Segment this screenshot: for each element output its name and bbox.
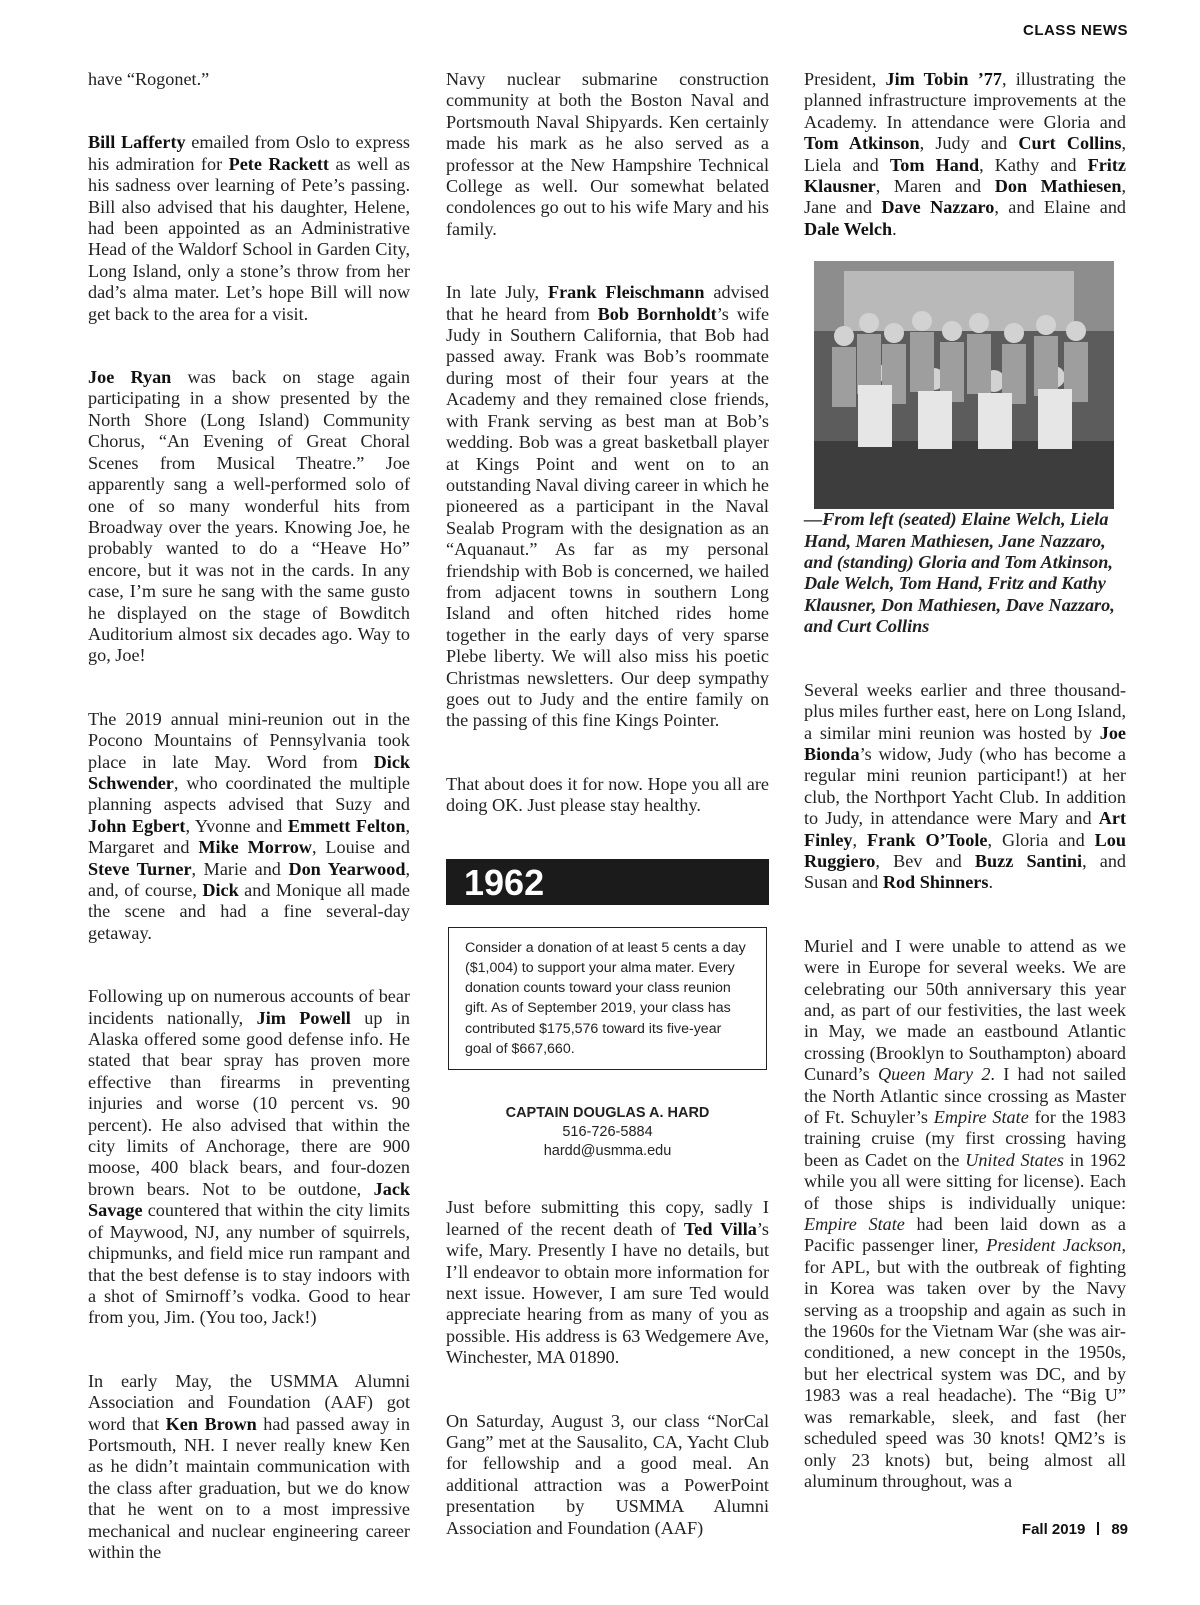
column-1 [88, 69, 410, 1605]
paragraph: Bill Lafferty emailed from Oslo to express his admiration for Pete Rackett as well as his sadness over learning of Pete’s passing. Bill also advised that his daughter, Helene, had been appointed as an Administrative Head of the Waldorf School in Garden City, Long Island, only a stone’s throw from her dad’s alma mater. Let’s hope Bill will now get back to the area for a visit. [88, 132, 410, 324]
class-correspondent-contact [446, 1104, 769, 1161]
paragraph: On Saturday, August 3, our class “NorCal Gang” met at the Sausalito, CA, Yacht Club for fellowship and a good meal. An additional attraction was a PowerPoint presentation by USMMA Alumni Association and Foundation (AAF) [446, 1410, 769, 1538]
column-2 [446, 69, 769, 1581]
footer-divider [1097, 1522, 1099, 1535]
contact-name: CAPTAIN DOUGLAS A. HARD [505, 1105, 710, 1122]
paragraph: Navy nuclear submarine construction community at both the Boston Naval and Portsmouth Naval Shipyards. Ken certainly made his mark as he also served as a professor at the New Hampshire Technical College as well. Our somewhat belated condolences go out to his wife Mary and his family. [446, 69, 769, 239]
contact-phone: 516-726-5884 [562, 1124, 653, 1141]
photo-caption: —From left (seated) Elaine Welch, Liela Hand, Maren Mathiesen, Jane Nazzaro, and (standing) Gloria and Tom Atkinson, Dale Welch, Tom Hand, Fritz and Kathy Klausner, Don Mathiesen, Dave Nazzaro, and Curt Collins [804, 509, 1115, 637]
paragraph: Joe Ryan was back on stage again participating in a show presented by the North Shore (Long Island) Community Chorus, “An Evening of Great Choral Scenes from Musical Theatre.” Joe apparently sang a well-performed solo of one of so many wonderful hits from Broadway over the years. Knowing Joe, he probably wanted to do a “Heave Ho” encore, but it was not in the cards. In any case, I’m sure he sang with the same gusto he displayed on the stage of Bowditch Auditorium almost six decades ago. Way to go, Joe! [88, 367, 411, 666]
paragraph: In late July, Frank Fleischmann advised that he heard from Bob Bornholdt’s wife Judy in Southern California, that Bob had passed away. Frank was Bob’s roommate during most of their four years at the Academy and they remained close friends, with Frank serving as best man at Bob’s wedding. Bob was a great basketball player at Kings Point and went on to an outstanding Naval diving career in which he pioneered as a participant in the Naval Sealab Program with the designation as an “Aquanaut.” As far as my personal friendship with Bob is concerned, we hailed from adjacent towns in southern Long Island and often hitched rides home together in the early days of very sparse Plebe liberty. We will also miss his poetic Christmas newsletters. Our deep sympathy goes out to Judy and the entire family on the passing of this fine Kings Pointer. [446, 282, 770, 731]
paragraph: Muriel and I were unable to attend as we were in Europe for several weeks. We are celebrating our 50th anniversary this year and, as part of our festivities, the last week in May, we made an eastbound Atlantic crossing (Brooklyn to Southampton) aboard Cunard’s Queen Mary 2. I had not sailed the North Atlantic since crossing as Master of Ft. Schuyler’s Empire State for the 1983 training cruise (my first crossing having been as Cadet on the United States in 1962 while you all were sitting for license). Each of those ships is individually unique: Empire State had been laid down as a Pacific passenger liner, President Jackson, for APL, but with the outbreak of fighting in Korea was taken over by the Navy serving as a troopship and again as such in the 1960s for the Vietnam War (she was air-conditioned, a new concept in the 1950s, but her electrical system was DC, and by 1983 was a real headache). The “Big U” was remarkable, sleek, and fast (her scheduled speed was 30 knots! QM2’s is only 23 knots) but, being almost all aluminum throughout, was a [804, 935, 1127, 1491]
section-header: CLASS NEWS [1022, 22, 1128, 39]
donation-notice: Consider a donation of at least 5 cents a day ($1,004) to support your alma mater. Every donation counts toward your class reunion gift. As of September 2019, your class has contributed $175,576 toward its five-year goal of $667,660. [448, 927, 767, 1071]
contact-email[interactable]: hardd@usmma.edu [543, 1143, 672, 1160]
paragraph: Following up on numerous accounts of bear incidents nationally, Jim Powell up in Alaska offered some good defense info. He stated that bear spray has proven more effective than firearms in preventing injuries and worse (10 percent vs. 90 percent). He also advised that within the city limits of Anchorage, there are 900 moose, 400 black bears, and four-dozen brown bears. Not to be outdone, Jack Savage countered that within the city limits of Maywood, NJ, any number of squirrels, chipmunks, and field mice run rampant and that the best defense is to stay indoors with a shot of Smirnoff’s vodka. Good to hear from you, Jim. (You too, Jack!) [88, 986, 410, 1328]
paragraph: In early May, the USMMA Alumni Association and Foundation (AAF) got word that Ken Brown had passed away in Portsmouth, NH. I never really knew Ken as he didn’t maintain communication with the class after graduation, but we do know that he went on to a most impressive mechanical and nuclear engineering career within the [88, 1370, 410, 1562]
issue-label: Fall 2019 [1021, 1521, 1086, 1538]
column-3 [804, 69, 1126, 1534]
page-number: 89 [1111, 1521, 1128, 1538]
paragraph: President, Jim Tobin ’77, illustrating the planned infrastructure improvements at the Academy. In attendance were Gloria and Tom Atkinson, Judy and Curt Collins, Liela and Tom Hand, Kathy and Fritz Klausner, Maren and Don Mathiesen, Jane and Dave Nazzaro, and Elaine and Dale Welch. [804, 69, 1127, 239]
page-footer [1022, 1521, 1128, 1538]
paragraph: Just before submitting this copy, sadly I learned of the recent death of Ted Villa’s wife, Mary. Presently I have no details, but I’ll endeavor to obtain more information for next issue. However, I am sure Ted would appreciate hearing from as many of you as possible. His address is 63 Wedgemere Ave, Winchester, MA 01890. [446, 1197, 769, 1368]
group-photo [814, 261, 1114, 509]
group-photo-image [814, 261, 1114, 509]
class-year-banner: 1962 [446, 859, 769, 905]
paragraph: have “Rogonet.” [88, 69, 210, 89]
paragraph: The 2019 annual mini-reunion out in the Pocono Mountains of Pennsylvania took place in late May. Word from Dick Schwender, who coordinated the multiple planning aspects advised that Suzy and John Egbert, Yvonne and Emmett Felton, Margaret and Mike Morrow, Louise and Steve Turner, Marie and Don Yearwood, and, of course, Dick and Monique all made the scene and had a fine several-day getaway. [88, 708, 410, 943]
paragraph: Several weeks earlier and three thousand-plus miles further east, here on Long Island, a similar mini reunion was hosted by Joe Bionda’s widow, Judy (who has become a regular mini reunion participant!) at her club, the Northport Yacht Club. In addition to Judy, in attendance were Mary and Art Finley, Frank O’Toole, Gloria and Lou Ruggiero, Bev and Buzz Santini, and Susan and Rod Shinners. [804, 679, 1127, 893]
paragraph: That about does it for now. Hope you all are doing OK. Just please stay healthy. [446, 773, 769, 816]
